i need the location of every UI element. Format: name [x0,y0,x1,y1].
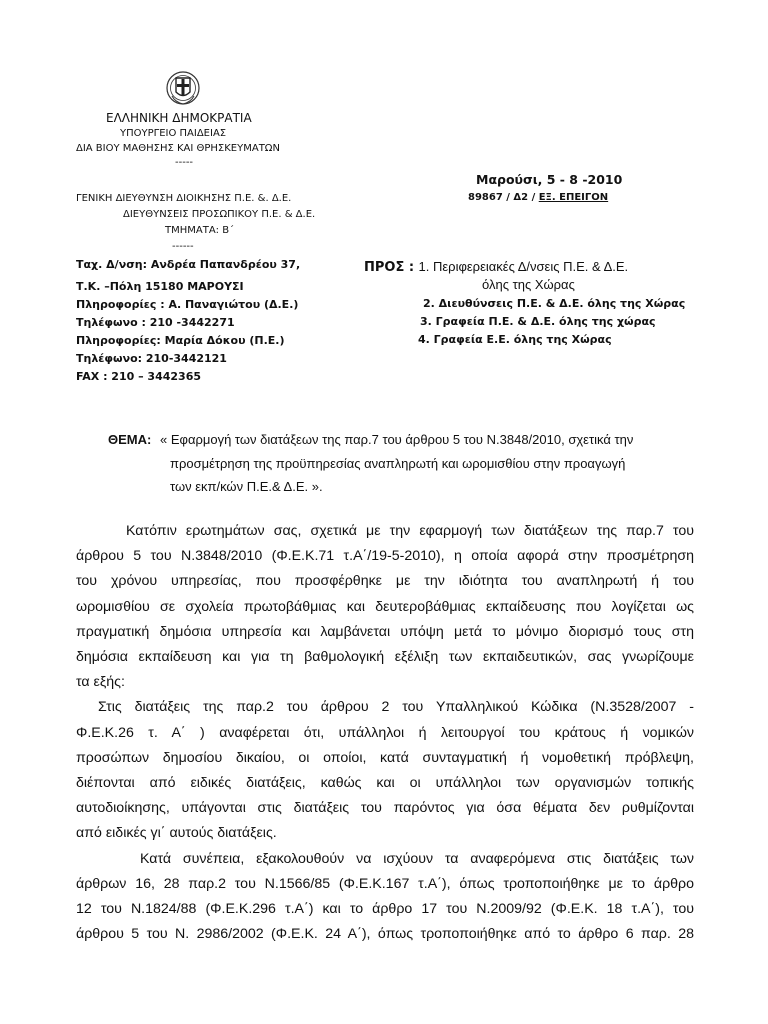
letterhead-ministry: ΥΠΟΥΡΓΕΙΟ ΠΑΙΔΕΙΑΣ [120,128,227,139]
body-line: ωρομισθίου σε σχολεία πρωτοβάθμιας και δευτεροβάθμιας εκπαίδευσης που λογίζεται ως [76,598,694,615]
recipient-1: 1. Περιφερειακές Δ/νσεις Π.Ε. & Δ.Ε. [418,259,629,274]
body-line: άρθρων 16, 28 παρ.2 του Ν.1566/85 (Φ.Ε.Κ.167 τ.Α΄), όπως τροποποιήθηκε με το άρθρο [76,875,694,892]
body-line: του χρόνου υπηρεσίας, που προσφέρθηκε με την ιδιότητα του αναπληρωτή ή του [76,573,694,590]
body-line: τα εξής: [76,674,125,691]
subject-line-3: των εκπ/κών Π.Ε.& Δ.Ε. ». [170,479,323,494]
contact-postal: Τ.Κ. –Πόλη 15180 ΜΑΡΟΥΣΙ [76,280,244,293]
body-line: διέπονται από ειδικές διατάξεις, καθώς και οι υπάλληλοι των οργανισμών τοπικής [76,775,694,792]
body-line: από ειδικές γι΄ αυτούς διατάξεις. [76,825,277,842]
recipient-3: 3. Γραφεία Π.Ε. & Δ.Ε. όλης της χώρας [420,315,656,328]
body-line: 12 του Ν.1824/88 (Φ.Ε.Κ.296 τ.Α΄) και το άρθρο 17 του Ν.2009/92 (Φ.Ε.Κ. 18 τ.Α΄), του [76,901,694,918]
contact-address: Ταχ. Δ/νση: Ανδρέα Παπανδρέου 37, [76,258,301,271]
body-text [76,519,694,947]
body-line: Κατά συνέπεια, εξακολουθούν να ισχύουν τα αναφερόμενα στις διατάξεις των [140,850,694,867]
recipient-2: 2. Διευθύνσεις Π.Ε. & Δ.Ε. όλης της Χώρας [423,297,686,310]
urgent-label: ΕΞ. ΕΠΕΙΓΟΝ [538,192,609,203]
departments: ΤΜΗΜΑΤΑ: Β΄ [165,225,235,236]
contact-info-2: Πληροφορίες: Μαρία Δόκου (Π.Ε.) [76,334,285,347]
letterhead-ministry-sub: ΔΙΑ ΒΙΟΥ ΜΑΘΗΣΗΣ ΚΑΙ ΘΡΗΣΚΕΥΜΑΤΩΝ [76,143,280,154]
personnel-directorates: ΔΙΕΥΘΥΝΣΕΙΣ ΠΡΟΣΩΠΙΚΟΥ Π.Ε. & Δ.Ε. [123,209,316,220]
body-line: Στις διατάξεις της παρ.2 του άρθρου 2 του Υπαλληλικού Κώδικα (Ν.3528/2007 - [98,699,694,716]
general-directorate: ΓΕΝΙΚΗ ΔΙΕΥΘΥΝΣΗ ΔΙΟΙΚΗΣΗΣ Π.Ε. &. Δ.Ε. [76,193,292,204]
recipient-1-cont: όλης της Χώρας [482,277,575,292]
body-line: άρθρου 5 του Ν.3848/2010 (Φ.Ε.Κ.71 τ.Α΄/19-5-2010), η οποία αφορά στην προσμέτρηση [76,548,694,565]
subject-line-2: προσμέτρηση της προϋπηρεσίας αναπληρωτή και ωρομισθίου στην προαγωγή [170,456,626,471]
letterhead-country: ΕΛΛΗΝΙΚΗ ΔΗΜΟΚΡΑΤΙΑ [106,111,252,125]
protocol-prefix: 89867 / Δ2 / [468,192,539,203]
recipient-4: 4. Γραφεία Ε.Ε. όλης της Χώρας [418,333,612,346]
protocol-number [468,192,608,203]
contact-fax: FAX : 210 – 3442365 [76,370,202,383]
body-line: αυτοδιοίκησης, υπάγονται στις διατάξεις του παρόντος για όσα θέματα δεν ρυθμίζονται [76,800,694,817]
subject-label: ΘΕΜΑ: [108,432,152,447]
letterhead-separator: ----- [175,157,194,168]
body-line: Κατόπιν ερωτημάτων σας, σχετικά με την εφαρμογή των διατάξεων της παρ.7 του [126,523,694,539]
place-date: Μαρούσι, 5 - 8 -2010 [476,172,623,187]
contact-phone-2: Τηλέφωνο: 210-3442121 [76,352,227,365]
greek-coat-of-arms-emblem [166,68,200,113]
recipients-label: ΠΡΟΣ : [364,260,415,275]
body-line: πραγματική δημόσια υπηρεσία και λαμβάνεται υπόψη μετά το μόνιμο διορισμό τους στη [76,623,694,640]
contact-info-1: Πληροφορίες : Α. Παναγιώτου (Δ.Ε.) [76,298,299,311]
body-line: δημόσια εκπαίδευση και για τη βαθμολογική εξέλιξη των εκπαιδευτικών, σας γνωρίζουμε [76,649,694,666]
contact-phone-1: Τηλέφωνο : 210 -3442271 [76,316,235,329]
body-line: Φ.Ε.Κ.26 τ. Α΄ ) αναφέρεται ότι, υπάλληλοι ή λειτουργοί του κράτους ή νομικών [76,724,694,741]
subject-line-1: « Εφαρμογή των διατάξεων της παρ.7 του άρθρου 5 του Ν.3848/2010, σχετικά την [160,432,634,447]
recipients-line-1 [364,258,628,276]
body-line: άρθρου 5 του Ν. 2986/2002 (Φ.Ε.Κ. 24 Α΄), όπως τροποποιήθηκε από το άρθρο 6 παρ. 28 [76,926,694,943]
letterhead-separator-2: ------ [172,241,194,252]
body-line: προσώπων δημοσίου δικαίου, οι οποίοι, κατά συνταγματική ή νομοθετική πρόβλεψη, [76,749,694,766]
